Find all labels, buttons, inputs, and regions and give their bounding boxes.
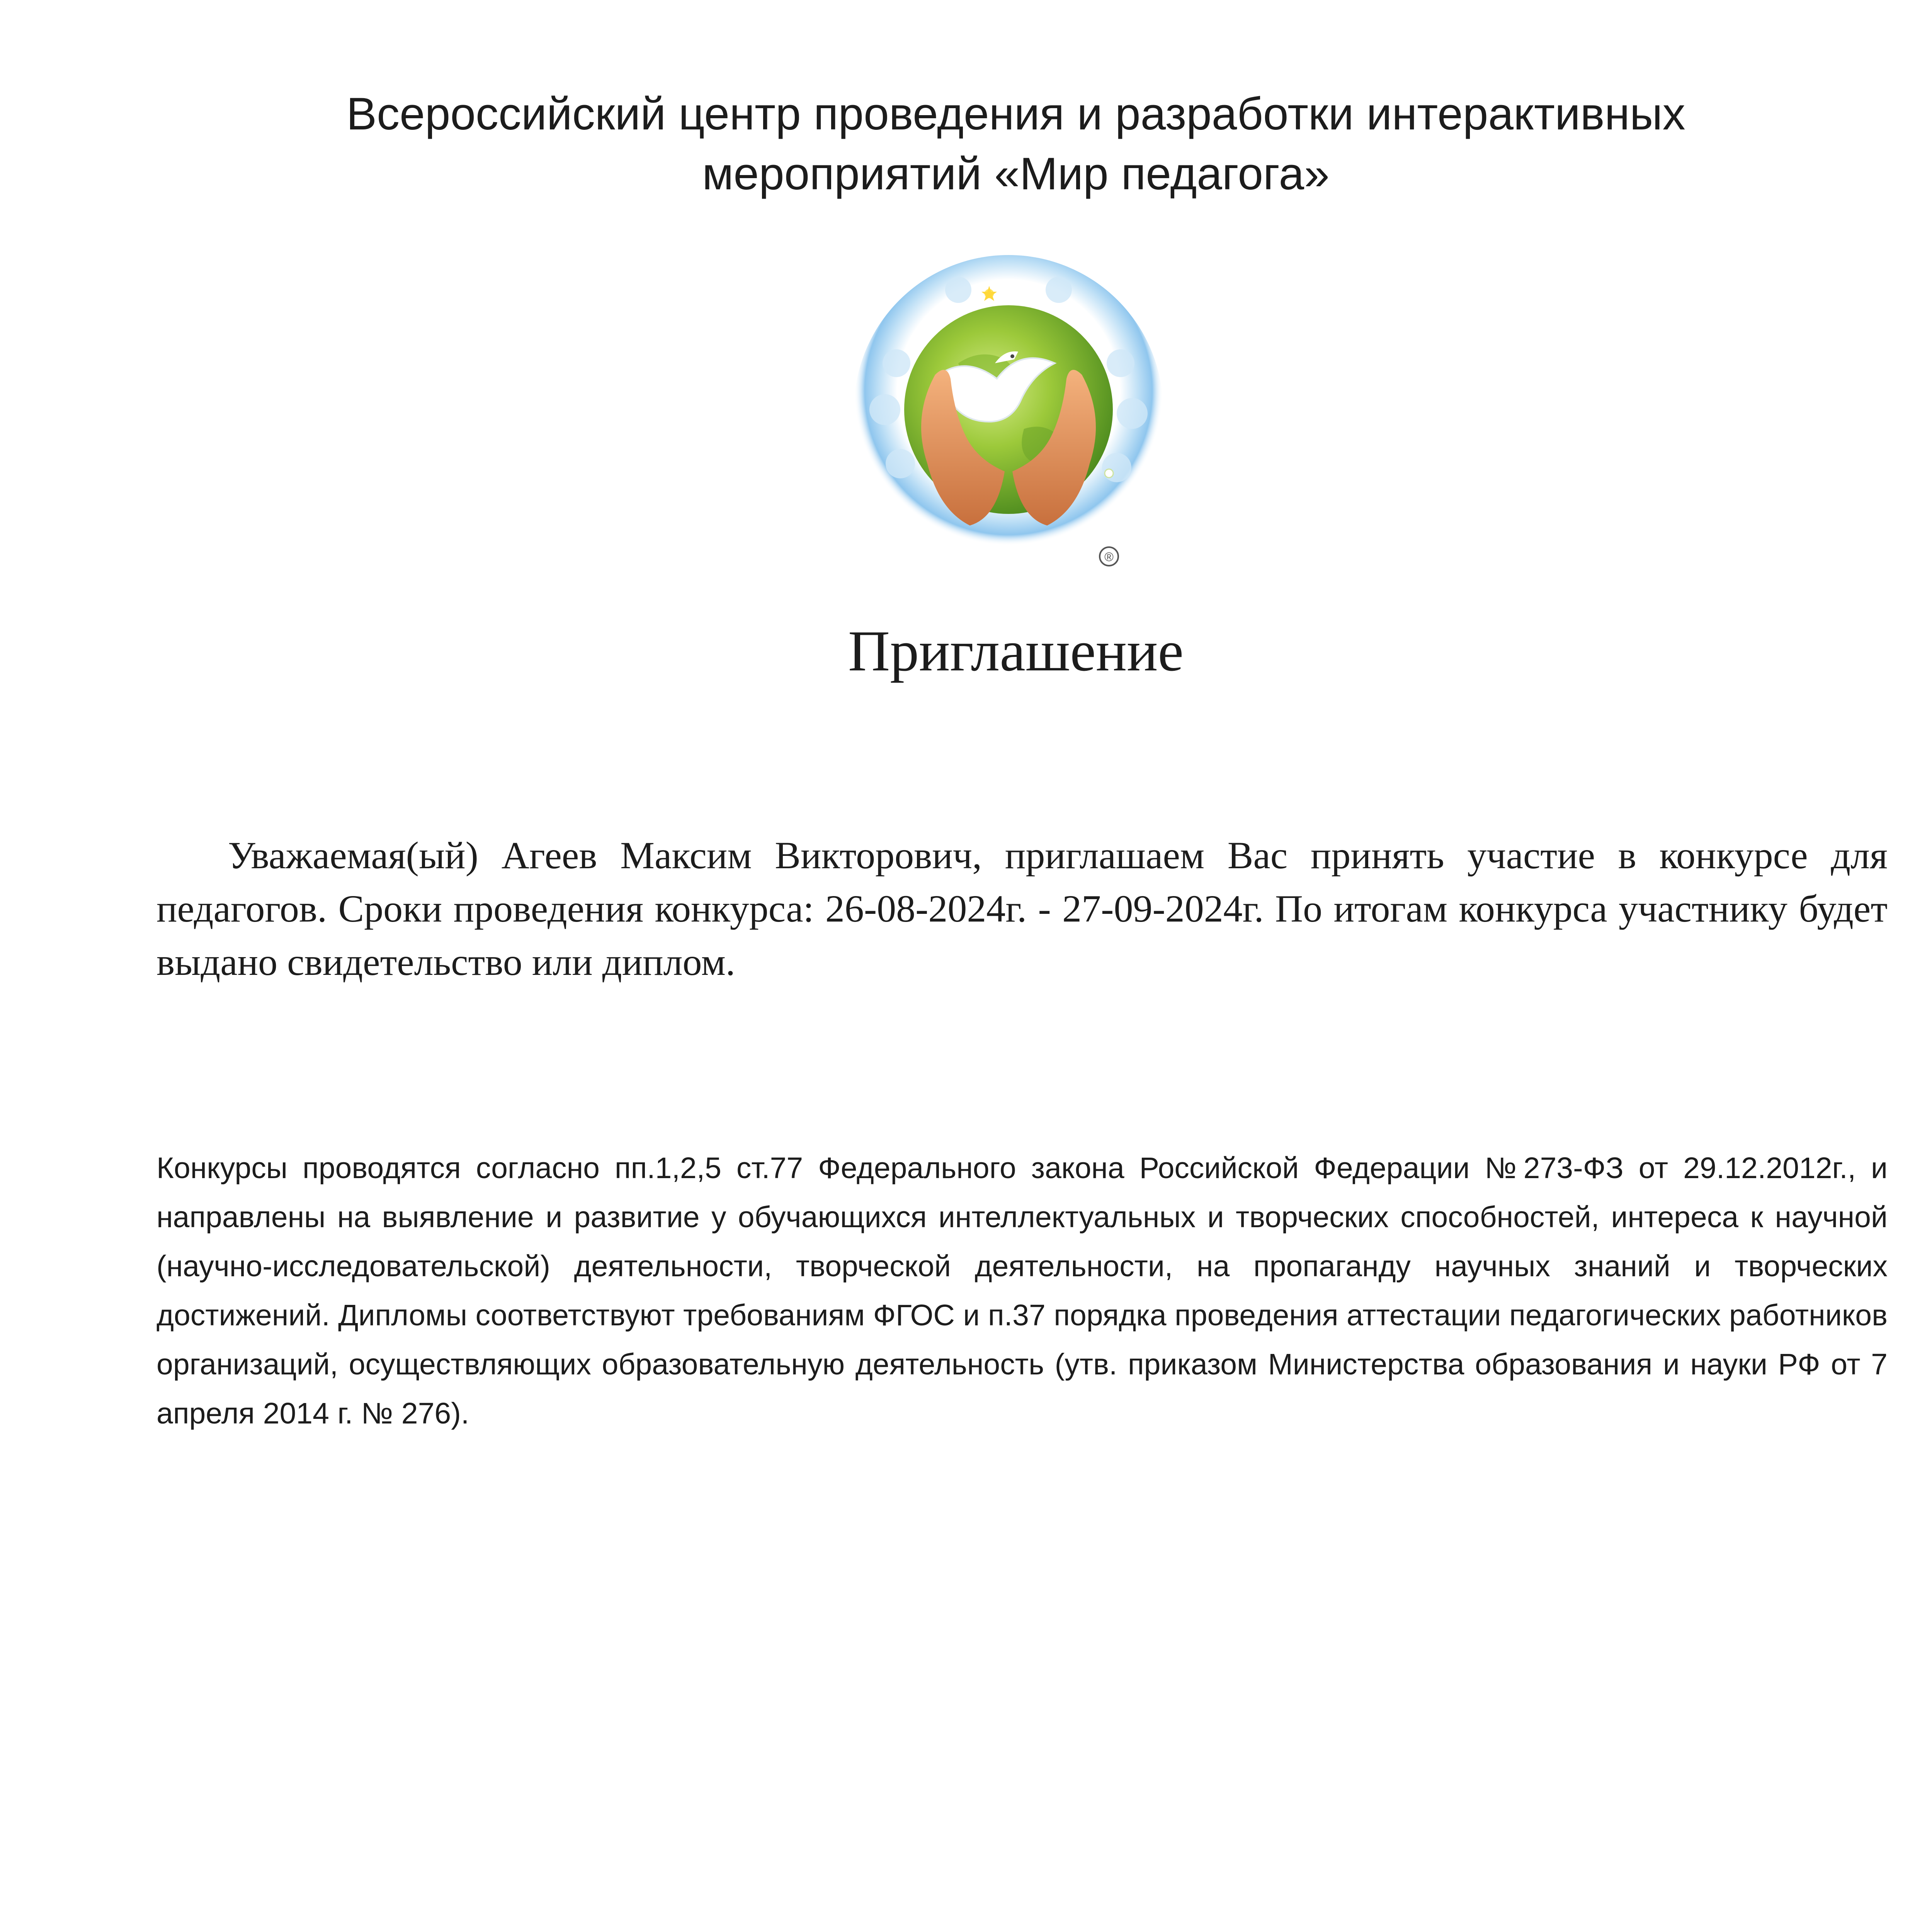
organization-title-line-2: мероприятий «Мир педагога» <box>702 148 1330 199</box>
legal-basis-text: Конкурсы проводятся согласно пп.1,2,5 ст.77 Федерального закона Российской Федерации №273-ФЗ от 29.12.2012г., и направлены на выявление и развитие у обучающихся интеллектуальных и творческих способностей, интереса к научной (научно-исследовательской) деятельности, творческой деятельности, на пропаганду научных знаний и творческих достижений. Дипломы соответствуют требованиям ФГОС и п.37 порядка проведения аттестации педагогических работников организаций, осуществляющих образовательную деятельность (утв. приказом Министерства образования и науки РФ от 7 апреля 2014 г. № 276). <box>156 1151 1888 1430</box>
document-title: Приглашение <box>848 619 1184 683</box>
organization-title-line-1: Всероссийский центр проведения и разработки интерактивных <box>346 88 1685 139</box>
organization-title <box>116 84 1916 204</box>
registered-mark: ® <box>1104 550 1114 564</box>
globe-dove-hands-icon <box>842 247 1175 595</box>
invitation-text: Уважаемая(ый) Агеев Максим Викторович, приглашаем Вас принять участие в конкурсе для педагогов. Сроки проведения конкурса: 26-08-2024г. - 27-09-2024г. По итогам конкурса участнику будет выдано свидетельство или диплом. <box>156 834 1888 983</box>
